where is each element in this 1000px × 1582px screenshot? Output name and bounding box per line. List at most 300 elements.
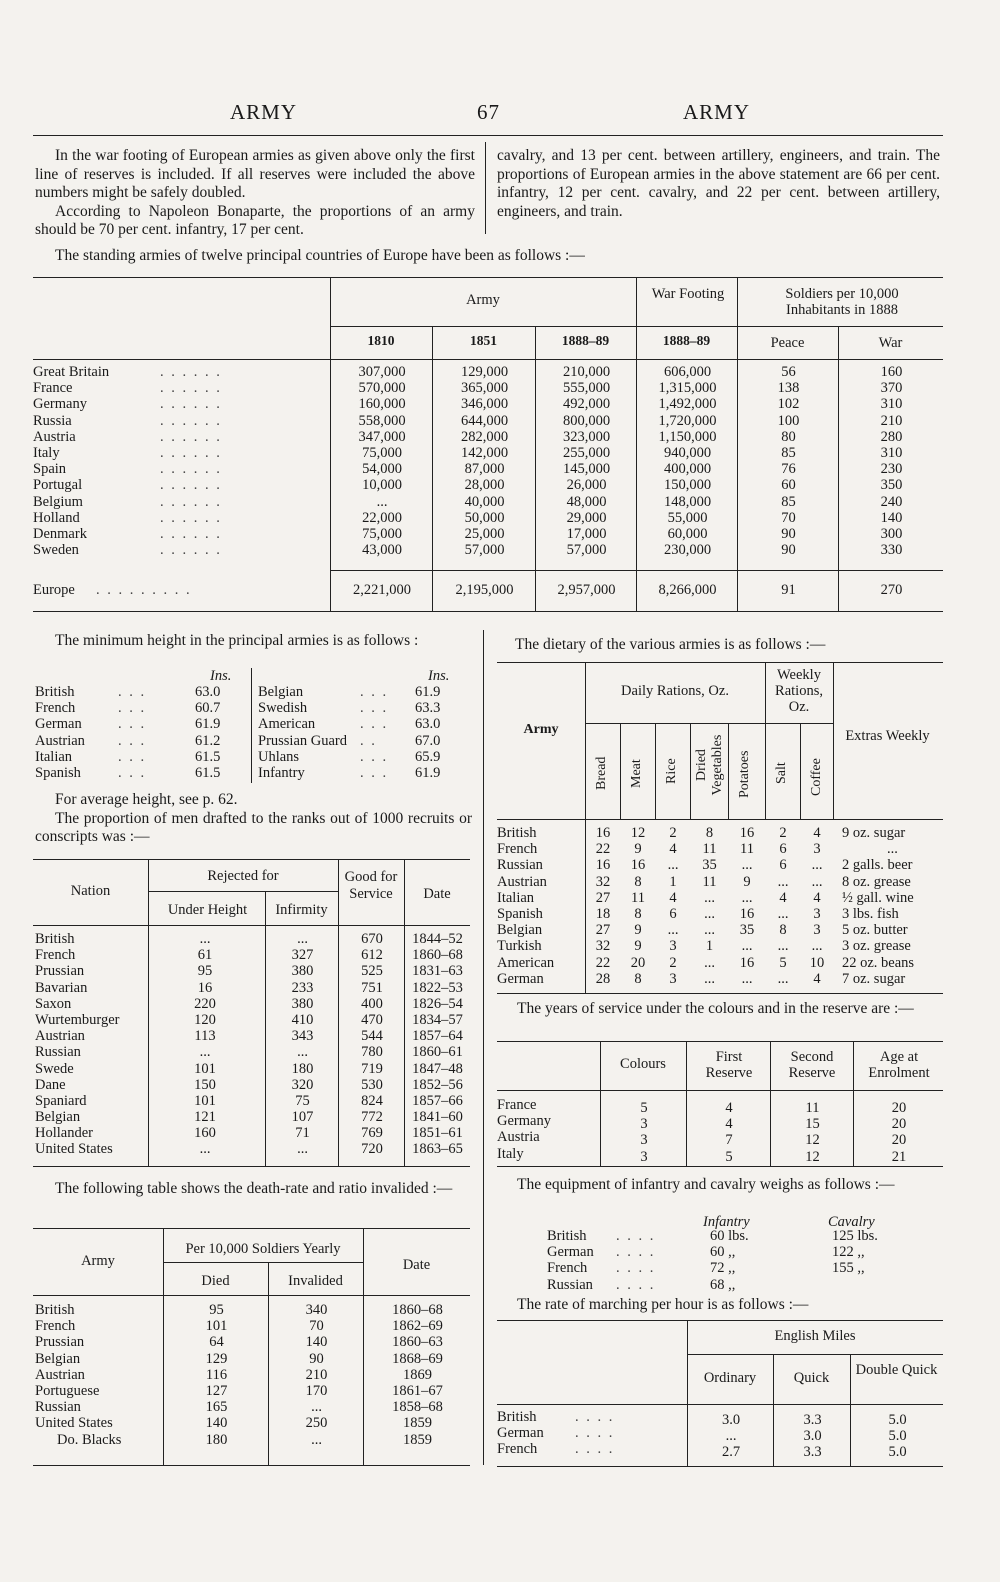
death-head-died: Died	[201, 1273, 230, 1289]
nation: Bavarian	[35, 979, 88, 996]
death-vline-2	[268, 1262, 269, 1465]
value: 1860–61	[412, 1044, 463, 1061]
value: 1822–53	[412, 979, 463, 996]
value: ...	[741, 970, 753, 987]
height-left-vals	[195, 684, 220, 781]
dietary-head-meat: Meat	[629, 759, 644, 788]
value: 7	[725, 1132, 733, 1149]
army-name: Belgian	[35, 1350, 81, 1367]
value: 5.0	[888, 1444, 907, 1461]
country: Italy	[33, 444, 60, 461]
army-name: British	[497, 1409, 537, 1425]
army-name: Italian	[35, 748, 73, 765]
country: Austria	[33, 428, 76, 445]
value: 155 ,,	[832, 1260, 865, 1277]
value	[832, 1277, 878, 1293]
height-value: 61.5	[195, 764, 221, 781]
value: ...	[704, 922, 715, 939]
height-value: 60.7	[195, 700, 221, 717]
nation: British	[35, 931, 75, 947]
value: ...	[297, 1141, 308, 1158]
height-divider	[251, 668, 252, 783]
value: 210,000	[562, 364, 611, 380]
marching-names	[497, 1409, 544, 1458]
marching-head-quick: Quick	[793, 1370, 830, 1386]
value: ...	[199, 1044, 211, 1061]
value: 180	[205, 1431, 228, 1448]
standing-intro: The standing armies of twelve principal countries of Europe have been as follows :—	[55, 247, 585, 264]
death-head-per: Per 10,000 Soldiers Yearly	[185, 1241, 341, 1257]
marching-top-rule	[497, 1320, 943, 1321]
value: ...	[704, 970, 715, 987]
diet-vline-4	[728, 723, 729, 819]
value: 102	[777, 396, 800, 413]
value: ...	[777, 970, 789, 987]
value: 2.7	[721, 1444, 741, 1461]
death-invalided-col	[270, 1302, 363, 1448]
country: France	[33, 380, 73, 397]
value: 5	[725, 1148, 733, 1165]
value: 11	[702, 841, 717, 858]
value: 2	[669, 825, 677, 841]
country: Spain	[33, 461, 67, 478]
value: 26,000	[566, 477, 607, 494]
nation: United States	[35, 1141, 113, 1158]
army-name: American	[258, 716, 316, 733]
service-intro	[497, 1000, 940, 1019]
country: Portugal	[33, 477, 83, 494]
dietary-head-salt: Salt	[774, 762, 789, 784]
value: 18	[595, 905, 611, 922]
height-value: 61.9	[415, 764, 441, 781]
standing-head-war: War	[878, 335, 903, 351]
value: 4	[779, 889, 787, 906]
value: ...	[311, 1431, 322, 1448]
death-intro-text: The following table shows the death-rate and ratio invalided :—	[55, 1180, 453, 1197]
value: 100	[777, 412, 800, 429]
value: ...	[777, 873, 789, 890]
value: 95	[197, 963, 213, 980]
value: 11	[702, 873, 717, 890]
value: 75,000	[362, 525, 402, 542]
service-vline-3	[770, 1042, 771, 1166]
service-country-col	[497, 1097, 551, 1162]
value: 32	[595, 938, 611, 955]
height-value: 63.0	[195, 684, 221, 700]
value: 230	[880, 461, 903, 478]
marching-double-col	[852, 1412, 943, 1461]
value: 8	[634, 970, 642, 987]
value: 3	[640, 1148, 648, 1165]
standing-head-1810: 1810	[367, 333, 395, 348]
service-head-age: Age at Enrolment	[868, 1049, 930, 1081]
value: 75,000	[362, 444, 402, 461]
value: 670	[361, 931, 383, 947]
drafted-under-col	[150, 931, 260, 1158]
drafted-vline-2	[265, 891, 266, 1166]
height-value: 61.9	[195, 716, 221, 733]
value: 1860–68	[392, 1302, 443, 1318]
value: 350	[880, 477, 903, 494]
intro-divider	[485, 142, 486, 234]
value: 122 ,,	[832, 1244, 865, 1261]
value: 101	[194, 1060, 216, 1077]
value: 1844–52	[412, 931, 463, 947]
value: 142,000	[460, 444, 509, 461]
value: 346,000	[460, 396, 509, 413]
value: 140	[305, 1334, 328, 1351]
dietary-head-dried: Dried Vegetables	[694, 734, 725, 796]
value: 35	[739, 922, 755, 939]
death-vline-1	[163, 1229, 164, 1465]
standing-head-soldiers: Soldiers per 10,000 Inhabitants in 1888	[785, 286, 899, 318]
value: 12	[630, 825, 646, 841]
value: 148,000	[663, 493, 712, 510]
value: 230,000	[663, 542, 712, 559]
value: 21	[891, 1148, 907, 1165]
height-value: 61.9	[415, 684, 441, 700]
standing-vline-6	[838, 326, 839, 611]
value: 16	[595, 857, 611, 874]
standing-head-rule	[33, 359, 943, 360]
army-name: Spanish	[35, 764, 81, 781]
value: 3.3	[803, 1444, 822, 1461]
value: 320	[291, 1076, 314, 1093]
value: 3.3	[803, 1412, 822, 1428]
value: 525	[361, 963, 383, 980]
value: 1860–63	[392, 1334, 443, 1351]
value: 1869	[403, 1366, 432, 1383]
death-head-date: Date	[402, 1257, 431, 1273]
army-name: British	[497, 825, 537, 841]
value: 343	[291, 1028, 314, 1045]
value: 3 lbs. fish	[842, 905, 899, 922]
value: ...	[811, 873, 823, 890]
standing-country-col	[33, 364, 173, 558]
country: Holland	[33, 509, 80, 526]
value: 27	[595, 922, 611, 939]
intro-right	[497, 147, 940, 221]
marching-head-double: Double Quick	[855, 1362, 938, 1378]
value: ...	[725, 1428, 737, 1445]
army-name: United States	[35, 1415, 113, 1432]
value: 250	[305, 1415, 328, 1432]
value: 3	[813, 922, 821, 939]
value: 5 oz. butter	[842, 922, 908, 939]
value: 555,000	[562, 380, 611, 397]
dietary-head-potatoes: Potatoes	[737, 750, 752, 798]
dietary-top-rule	[497, 662, 943, 663]
value: 2 galls. beer	[842, 857, 913, 874]
value: 22	[595, 954, 611, 971]
value: 9	[743, 873, 751, 890]
diet-vline-7	[833, 663, 834, 819]
value: 6	[669, 905, 677, 922]
value: 370	[880, 380, 903, 397]
dietary-coffee-col	[801, 825, 833, 987]
army-name: French	[35, 700, 76, 717]
death-top-rule	[33, 1228, 470, 1229]
value: 8	[634, 873, 642, 890]
army-name: Belgian	[258, 684, 304, 700]
value: 255,000	[562, 444, 611, 461]
value: 210	[880, 412, 903, 429]
value: 16	[197, 979, 213, 996]
service-first-col	[688, 1100, 770, 1165]
equipment-intro	[497, 1176, 940, 1195]
value: 380	[291, 963, 314, 980]
value: 365,000	[460, 380, 509, 397]
equipment-head-cavalry: Cavalry	[828, 1214, 875, 1230]
standing-vline-3	[535, 326, 536, 611]
value: 1859	[403, 1431, 432, 1448]
value: 70	[781, 509, 796, 526]
page-number: 67	[477, 100, 500, 124]
value: 60	[781, 477, 796, 494]
service-vline-4	[853, 1042, 854, 1166]
height-intro	[35, 632, 472, 651]
value: ...	[297, 1044, 308, 1061]
value: 1831–63	[412, 963, 463, 980]
army-name: Spanish	[497, 905, 543, 922]
value: 1852–56	[412, 1076, 463, 1093]
value: 1,150,000	[658, 428, 717, 445]
death-sub-rule	[163, 1262, 363, 1263]
value: 90	[309, 1350, 324, 1367]
drafted-infirmity-col	[267, 931, 338, 1158]
country: Russia	[33, 412, 72, 429]
value: 220	[194, 995, 216, 1012]
value: 160	[880, 364, 903, 380]
value: 240	[880, 493, 903, 510]
value: 28,000	[464, 477, 505, 494]
value: 780	[361, 1044, 383, 1061]
value: 101	[205, 1318, 228, 1335]
army-name: Swedish	[258, 700, 308, 717]
army-name: British	[547, 1228, 587, 1244]
value: 530	[361, 1076, 383, 1093]
value: 307,000	[358, 364, 406, 380]
army-name: German	[547, 1244, 594, 1261]
value: ...	[667, 857, 679, 874]
value: 330	[880, 542, 903, 559]
value: 6	[779, 857, 787, 874]
nation: Austrian	[35, 1028, 85, 1045]
value: 570,000	[358, 380, 406, 397]
value: 8	[779, 922, 787, 939]
value: 470	[361, 1011, 383, 1028]
value: ...	[199, 1141, 211, 1158]
value: 170	[305, 1382, 328, 1399]
value: 751	[361, 979, 383, 996]
value: 3	[813, 905, 821, 922]
value: ...	[311, 1399, 322, 1416]
value: 22	[595, 841, 611, 858]
total-war-footing: 8,266,000	[658, 582, 717, 598]
value: ...	[704, 905, 715, 922]
value: 606,000	[663, 364, 712, 380]
height-value: 63.0	[415, 716, 441, 733]
value: 1,720,000	[658, 412, 717, 429]
service-head-colours: Colours	[620, 1056, 666, 1072]
value: 400	[361, 995, 383, 1012]
value: 3.0	[721, 1412, 741, 1428]
value: 145,000	[562, 461, 611, 478]
intro-left	[35, 147, 475, 240]
drafted-head-date: Date	[423, 886, 451, 902]
army-name: British	[35, 1302, 75, 1318]
value: 8	[705, 825, 714, 841]
army-name: Portuguese	[35, 1382, 100, 1399]
value: 5.0	[888, 1412, 907, 1428]
value: 29,000	[566, 509, 607, 526]
value: 90	[781, 525, 796, 542]
value: ...	[777, 938, 789, 955]
value: 1841–60	[412, 1109, 463, 1126]
value: 323,000	[562, 428, 611, 445]
height-right-dots: . . . . . . . . . . . . . . . . .	[360, 684, 389, 781]
value: 10	[809, 954, 825, 971]
value: 16	[739, 954, 755, 971]
value: ½ gall. wine	[842, 889, 914, 906]
value: 40,000	[464, 493, 505, 510]
value: 57,000	[464, 542, 505, 559]
dietary-sub-rule	[585, 723, 833, 724]
value: 9 oz. sugar	[842, 825, 906, 841]
value: 8	[634, 905, 642, 922]
value: 11	[740, 841, 754, 858]
diet-vline-2	[655, 723, 656, 819]
value: 72 ,,	[710, 1260, 736, 1277]
value: 824	[361, 1092, 383, 1109]
equipment-intro-text: The equipment of infantry and cavalry weighs as follows :—	[517, 1176, 895, 1193]
value: 1,315,000	[658, 380, 717, 397]
height-value: 61.5	[195, 748, 221, 765]
value: 85	[781, 444, 796, 461]
value: 9	[634, 922, 642, 939]
dietary-bottom-rule	[497, 993, 943, 994]
nation: Wurtemburger	[35, 1011, 120, 1028]
diet-vline-3	[690, 723, 691, 819]
army-name: Do. Blacks	[57, 1431, 122, 1448]
height-right-names	[258, 684, 347, 781]
value: 22 oz. beans	[842, 954, 915, 971]
standing-top-rule	[33, 277, 943, 278]
dietary-potatoes-col	[729, 825, 765, 987]
value: 140	[205, 1415, 228, 1432]
value: ...	[704, 954, 715, 971]
value: 1863–65	[412, 1141, 463, 1158]
value: 3	[640, 1132, 648, 1149]
drafted-date-col	[405, 931, 470, 1158]
nation: Prussian	[35, 963, 85, 980]
value: ...	[704, 889, 715, 906]
value: 4	[813, 970, 821, 987]
army-name: French	[547, 1260, 588, 1277]
value: 11	[805, 1100, 820, 1116]
service-top-rule	[497, 1041, 943, 1042]
value: 116	[205, 1366, 228, 1383]
value: 1858–68	[392, 1399, 443, 1416]
service-second-col	[772, 1100, 853, 1165]
value: 282,000	[460, 428, 509, 445]
equipment-cavalry-col	[832, 1228, 878, 1293]
standing-total-label: Europe	[33, 582, 75, 598]
marching-sub-rule	[687, 1354, 943, 1355]
value: ...	[667, 922, 679, 939]
height-right-vals	[415, 684, 440, 781]
value: 380	[291, 995, 314, 1012]
value: 150,000	[663, 477, 712, 494]
value: 3	[813, 841, 821, 858]
standing-vline-2	[432, 326, 433, 611]
value: 16	[739, 825, 755, 841]
service-head-second: Second Reserve	[788, 1049, 836, 1081]
marching-head-ordinary: Ordinary	[703, 1370, 757, 1386]
drafted-head-under: Under Height	[167, 902, 248, 918]
value: 2	[779, 825, 787, 841]
value: 15	[805, 1116, 820, 1133]
total-peace: 91	[781, 582, 796, 598]
value: 280	[880, 428, 903, 445]
marching-head-miles: English Miles	[774, 1328, 856, 1344]
equipment-infantry-col	[710, 1228, 749, 1293]
nation: Dane	[35, 1076, 66, 1093]
value: 544	[361, 1028, 383, 1045]
marching-dots: . . . . . . . . . . . .	[575, 1409, 615, 1458]
value: 400,000	[663, 461, 712, 478]
value: 22,000	[362, 509, 402, 526]
value: 60,000	[667, 525, 708, 542]
value: 28	[595, 970, 611, 987]
nation: Hollander	[35, 1125, 93, 1142]
value: 3	[640, 1116, 648, 1133]
diet-vline-6	[800, 723, 801, 819]
total-1851: 2,195,000	[455, 582, 514, 598]
value: 4	[725, 1100, 733, 1116]
value: 310	[880, 396, 903, 413]
service-intro-text: The years of service under the colours and in the reserve are :—	[517, 1000, 914, 1017]
dietary-head-weekly: Weekly Rations, Oz.	[775, 667, 823, 715]
service-bottom-rule	[497, 1166, 943, 1167]
value: 20	[891, 1116, 907, 1133]
nation: Russian	[35, 1044, 81, 1061]
total-war: 270	[880, 582, 903, 598]
country: Austria	[497, 1129, 540, 1146]
value: 1,492,000	[658, 396, 717, 413]
value: 327	[291, 947, 314, 964]
army-name: Russian	[497, 857, 543, 874]
value: 27	[595, 889, 611, 906]
country: Germany	[497, 1113, 551, 1130]
value: 1860–68	[412, 947, 463, 964]
drafted-vline-3	[338, 860, 339, 1166]
nation: Saxon	[35, 995, 72, 1012]
standing-vline-1	[330, 278, 331, 611]
header-rule	[33, 135, 943, 136]
death-bottom-rule	[33, 1465, 470, 1466]
value: 300	[880, 525, 903, 542]
value: 61	[197, 947, 213, 964]
value: 68 ,,	[710, 1276, 736, 1293]
country: France	[497, 1097, 537, 1113]
value: 9	[634, 938, 642, 955]
value: 4	[669, 889, 677, 906]
value: 17,000	[566, 525, 607, 542]
value: 1861–67	[392, 1382, 443, 1399]
value: 80	[781, 428, 796, 445]
country: Germany	[33, 396, 87, 413]
